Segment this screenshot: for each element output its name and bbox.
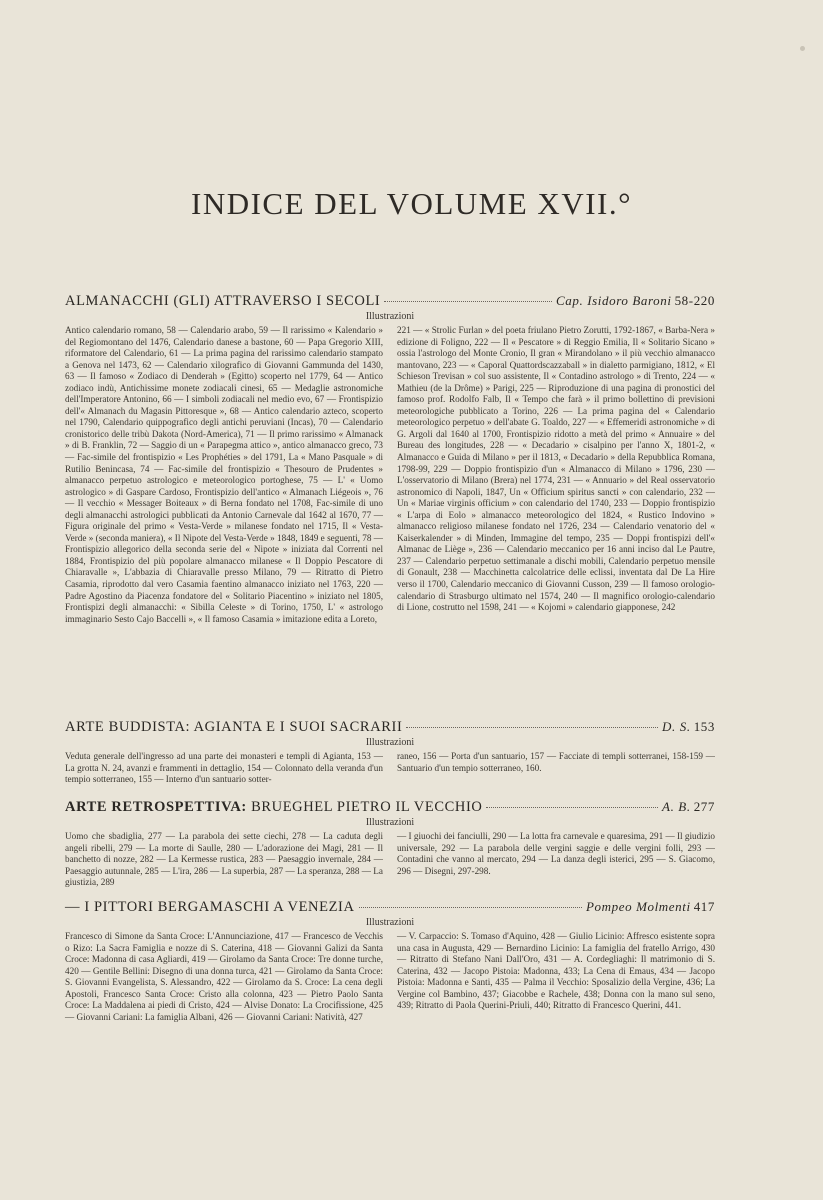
right-column-text: 221 — « Strolic Furlan » del poeta friulano Pietro Zorutti, 1792-1867, « Barba-Nera » edizione di Foligno, 222 — Il « Pescatore » di Reggio Emilia, Il « Solitario Sicano » ossia l'astrologo del Monte Cronio, Il gran « Mirandolano » il più vecchio almanacco mantovano, 223 — « Caporal Quattordscazzaball » in dialetto parmigiano, 1812, « El Schieson Trevisan » col suo assistente, Il « Contadino astrologo » di Trento, 224 — « Mathieu (de la Drôme) » Parigi, 225 — Riproduzione di una pagina di pronostici del famoso prof. Rodolfo Falb, Il « Tempo che farà » il primo bollettino di previsioni meteorologiche pubblicato a Torino, 226 — La prima pagina del « Calendario meteorologico perpetuo » dell'abate G. Toaldo, 227 — « Effemeridi astronomiche » di G. Argoli dal 1640 al 1700, Frontispizio ridotto a metà del primo « Annuaire » del Bureau des longitudes, 228 — « Decadario » cisalpino per l'anno X, 1801-2, « Almanacco e Guida di Milano » per il 1813, « Decadario » della Repubblica Romana, 1798-99, 229 — Doppio frontispizio d'un « Almanacco di Milano » 1796, 230 — L'osservatorio di Milano (Brera) nel 1774, 231 — « Annuario » del Real osservatorio astronomico di Napoli, 1847, Un « Officium spiritus sancti » con calendario, 232 — Un « Mariae virginis officium » con calendario del 1740, 233 — Doppio frontispizio « L'arpa di Eolo » almanacco meteorologico del 1824, « Rustico Indovino » almanacco religioso milanese fondato nel 1726, 234 — Calendario venatorio del « Kaiserkalender » di Minden, Immagine del tempo, 235 — Doppi frontispizi dell'« Almanac de Liège », 236 — Calendario meccanico per 16 anni inciso dal Le Pautre, 237 — Calendario perpetuo settimanale a dischi mobili, Calendario perpetuo mensile di Gonault, 238 — Macchinetta calcolatrice delle eclissi, inventata dal De La Hire verso il 1700, Calendario meccanico di Giovanni Cusson, 239 — Il famoso orologio-calendario di Strasburgo ultimato nel 1574, 240 — Il magnifico orologio-calendario di Lione, costrutto nel 1598, 241 — « Kojomi » calendario giapponese, 242 (397, 325, 715, 613)
section-columns (65, 831, 715, 889)
left-column-text: Uomo che sbadiglia, 277 — La parabola dei sette ciechi, 278 — La caduta degli angeli ribelli, 279 — La morte di Saulle, 280 — L'adorazione dei Magi, 281 — Il banchetto di nozze, 282 — La Kermesse rustica, 283 — Paesaggio invernale, 284 — Paesaggio autunnale, 285 — L'ira, 286 — La superbia, 287 — La speranza, 288 — La giustizia, 289 (65, 831, 383, 888)
right-column-text: raneo, 156 — Porta d'un santuario, 157 — Facciate di templi sotterranei, 158-159 — Santuario d'un tempio sotterraneo, 160. (397, 751, 715, 773)
illustrations-label: Illustrazioni (365, 311, 415, 322)
section-heading (65, 799, 715, 815)
left-column-text: Francesco di Simone da Santa Croce: L'Annunciazione, 417 — Francesco de Vecchis o Rizo: La Sacra Famiglia e nozze di S. Caterina, 418 — Giovanni Galizi da Santa Croce: Madonna di casa Agliardi, 419 — Girolamo da Santa Croce: Tre donne turche, 420 — Gentile Bellini: Disegno di una donna turca, 421 — Girolamo da Santa Croce: S. Giovanni Evangelista, S. Alessandro, 422 — Girolamo da S. Croce: La cena degli Apostoli, Francesco Santa Croce: Cristo alla colonna, 423 — Pietro Paolo Santa Croce: La Maddalena ai piedi di Cristo, 424 — Alvise Donato: La Crocifissione, 425 — Giovanni Cariani: La famiglia Albani, 426 — Giovanni Cariani: Natività, 427 (65, 931, 383, 1022)
section-columns (65, 931, 715, 1023)
right-column-text: — I giuochi dei fanciulli, 290 — La lotta fra carnevale e quaresima, 291 — Il giudizio universale, 292 — La parabola delle vergini saggie e delle vergini folli, 293 — Contadini che vanno al mercato, 294 — La danza degli isterici, 295 — S. Giacomo, 296 — Disegni, 297-298. (397, 831, 715, 876)
section-title (65, 799, 482, 815)
illustrations-label: Illustrazioni (365, 917, 415, 928)
section-heading (65, 719, 715, 735)
section-pages: 417 (693, 899, 715, 914)
section-columns (65, 325, 715, 625)
section-author: A. B. (662, 799, 691, 814)
section-pages: 58-220 (674, 293, 715, 308)
illustrations-label: Illustrazioni (365, 817, 415, 828)
section-pages: 277 (693, 799, 715, 814)
section-arte-buddista (65, 719, 715, 786)
illustrations-label: Illustrazioni (365, 737, 415, 748)
left-column-text: Antico calendario romano, 58 — Calendario arabo, 59 — Il rarissimo « Kalendario » del Regiomontano del 1476, Calendario danese a bastone, 60 — Papa Gregorio XIII, riformatore del Calendario, 61 — La prima pagina del rarissimo calendario stampato a Genova nel 1473, 62 — Calendario xilografico di Giovanni Gammunda del 1430, 63 — Il famoso « Zodiaco di Denderah » (Egitto) scoperto nel 1779, 64 — Antico zodiaco indù, Antichissime monete zodiacali cinesi, 65 — Medaglie astronomiche dell'Imperatore Antonino, 66 — I simboli zodiacali nel medio evo, 67 — Frontispizio dell'« Almanach du Magasin Pittoresque », 68 — Antico calendario azteco, scoperto nel 1790, Calendario quippografico degli antichi peruviani (Incas), 70 — Calendario cronistorico delle tribù Dakota (Nord-America), 71 — Il primo rarissimo « Almanack » di B. Franklin, 72 — Saggio di un « Parapegma attico », antico almanacco greco, 73 — Fac-simile del frontispizio « Les Prophéties » del 1791, La « Mano Pasquale » di Rutilio Benincasa, 74 — Fac-simile del frontispizio « Thesouro de Prudentes » almanacco perpetuo astrologico e meteorologico portoghese, 75 — L' « Uomo astrologico » di Gaspare Cardoso, Frontispizio dell'antico « Almanach Liégeois », 76 — Il vecchio « Messager Boiteaux » di Berna fondato nel 1708, Fac-simile di uno degli almanacchi astrologici pubblicati da Antonio Carnevale dal 1642 al 1670, 77 — Figura originale del primo « Vesta-Verde » milanese fondato nel 1715, Il « Vesta-Verde » (seconda maniera), « Il Nipote del Vesta-Verde » 1848, 1849 e seguenti, 78 — Frontispizio allegorico della seconda serie del « Nipote » iniziata dal Correnti nel 1884, Frontispizio del più popolare almanacco milanese « Il Doppio Pescatore di Chiaravalle », L'abbazia di Chiaravalle presso Milano, 79 — Ritratto di Pietro Casamia, riprodotto dal vero Casamia faentino almanacco iniziato nel 1763, 220 — Padre Agostino da Piacenza fondatore del « Solitario Piacentino » iniziato nel 1805, Frontispizi degli almanacchi: « Sibilla Celeste » di Torino, 1750, L' « astrologo immaginario Sesto Cajo Baccelli », « Il famoso Casamia » imitazione edita a Loreto, (65, 325, 383, 624)
dot-leader (406, 727, 658, 728)
section-author: D. S. (662, 719, 691, 734)
section-title-rest: BRUEGHEL PIETRO IL VECCHIO (251, 799, 483, 815)
section-almanacchi (65, 293, 715, 625)
dot-leader (486, 807, 658, 808)
left-column-text: Veduta generale dell'ingresso ad una parte dei monasteri e templi di Agianta, 153 — La grotta N. 24, avanzi e frammenti in dettaglio, 154 — Colonnato della veranda d'un tempio sotterraneo, 155 — Interno d'un santuario sotter- (65, 751, 383, 785)
section-heading (65, 899, 715, 915)
section-pittori-bergamaschi (65, 899, 715, 1023)
section-heading (65, 293, 715, 309)
dot-leader (359, 907, 582, 908)
section-author: Pompeo Molmenti (586, 899, 691, 914)
section-title: ALMANACCHI (GLI) ATTRAVERSO I SECOLI (65, 293, 381, 309)
section-title: — I PITTORI BERGAMASCHI A VENEZIA (65, 899, 355, 915)
paper-speck (800, 46, 805, 51)
dot-leader (384, 301, 552, 302)
section-arte-retrospettiva (65, 799, 715, 889)
section-title: ARTE BUDDISTA: AGIANTA E I SUOI SACRARII (65, 719, 403, 735)
section-author: Cap. Isidoro Baroni (556, 293, 672, 308)
section-columns (65, 751, 715, 786)
right-column-text: — V. Carpaccio: S. Tomaso d'Aquino, 428 — Giulio Licinio: Affresco esistente sopra una casa in Augusta, 429 — Bernardino Licinio: La famiglia del fratello Arrigo, 430 — Ritratto di Stefano Nani Dall'Oro, 431 — A. Cordegliaghi: Il matrimonio di S. Caterina, 432 — Jacopo Pistoia: Madonna, 433; La Cena di Emaus, 434 — Jacopo Pistoia: Madonna e Santi, 435 — Palma il Vecchio: Sposalizio della Vergine, 436; La Vergine col Bambino, 437; Giacobbe e Rachele, 438; Donna con la mano sul seno, 439; Ritratto di Paola Querini-Priuli, 440; Ritratto di Francesco Querini, 441. (397, 931, 715, 1011)
section-pages: 153 (693, 719, 715, 734)
section-title-bold: ARTE RETROSPETTIVA: (65, 799, 247, 815)
page-title: INDICE DEL VOLUME XVII.° (191, 186, 632, 221)
